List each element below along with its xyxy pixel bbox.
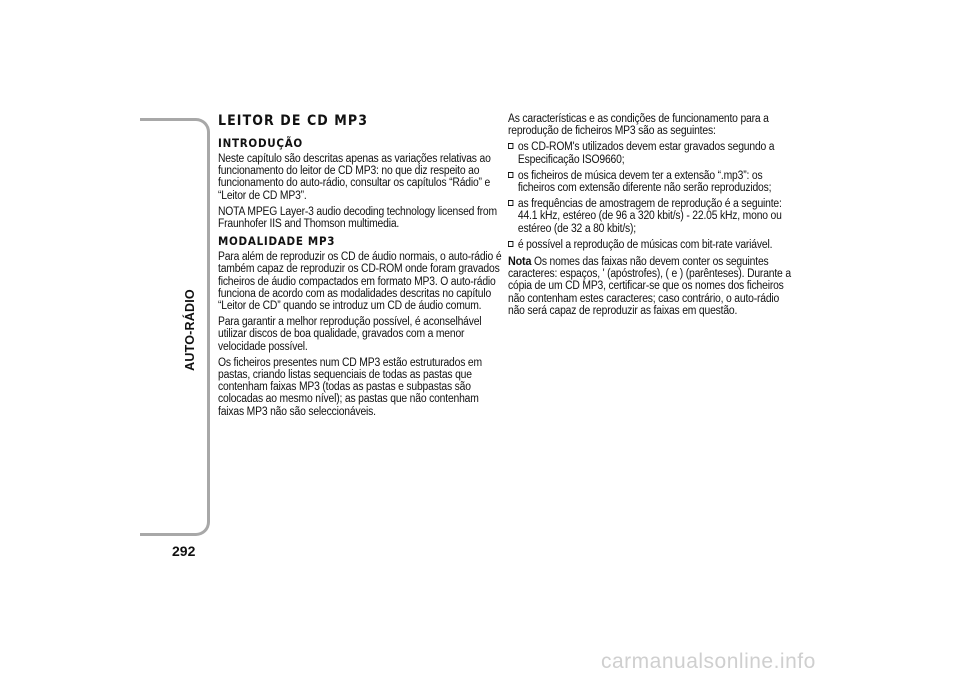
mp3-mode-paragraph-1: Para além de reproduzir os CD de áudio normais, o auto-rádio é também capaz de reproduzir os CD-ROM onde foram gravados ficheiros de áudio compactados em formato MP3. O auto-rádio funciona de acordo com as modalidades descritas no capítulo “Leitor de CD” quando se introduz um CD de áudio comum. bbox=[218, 251, 502, 313]
watermark: carmanualsonline.info bbox=[601, 650, 816, 673]
mp3-mode-paragraph-3: Os ficheiros presentes num CD MP3 estão estruturados em pastas, criando listas sequenciais de todas as pastas que contenham faixas MP3 (todas as pastas e subpastas são colocadas ao mesmo nível); as pastas que não contenham faixas MP3 não são seleccionáveis. bbox=[218, 356, 482, 418]
page-title: LEITOR DE CD MP3 bbox=[218, 113, 369, 129]
left-column bbox=[218, 113, 504, 422]
list-item: os ficheiros de música devem ter a extensão “.mp3”: os ficheiros com extensão diferente não serão reproduzidos; bbox=[508, 170, 794, 194]
note-paragraph bbox=[508, 255, 794, 317]
note-label: Nota bbox=[508, 254, 532, 269]
right-column bbox=[508, 113, 794, 321]
section-side-label: AUTO-RÁDIO bbox=[183, 289, 197, 371]
checkbox-bullet-icon bbox=[508, 200, 513, 206]
page-number: 292 bbox=[172, 543, 196, 559]
intro-heading: INTRODUÇÃO bbox=[218, 136, 303, 150]
page-margin-frame bbox=[140, 118, 210, 536]
intro-paragraph-1: Neste capítulo são descritas apenas as variações relativas ao funcionamento do leitor de CD MP3: no que diz respeito ao funcionamento do auto-rádio, consultar os capítulos “Rádio” e “Leitor de CD MP3”. bbox=[218, 153, 491, 202]
mp3-mode-paragraph-2: Para garantir a melhor reprodução possível, é aconselhável utilizar discos de boa qualidade, gravados com a menor velocidade possível. bbox=[218, 316, 482, 353]
note-text: Os nomes das faixas não devem conter os seguintes caracteres: espaços, ' (apóstrofes), ( e ) (parênteses). Durante a cópia de um CD MP3, certificar-se que os nomes dos ficheiros não contenham estes caracteres; caso contrário, o auto-rádio não será capaz de reproduzir as faixas em questão. bbox=[508, 256, 791, 317]
intro-paragraph-2: NOTA MPEG Layer-3 audio decoding technology licensed from Fraunhofer IIS and Thomson multimedia. bbox=[218, 205, 497, 231]
list-item: os CD-ROM's utilizados devem estar gravados segundo a Especificação ISO9660; bbox=[508, 141, 794, 165]
checkbox-bullet-icon bbox=[508, 172, 513, 178]
features-list bbox=[508, 141, 794, 251]
list-item: é possível a reprodução de músicas com bit-rate variável. bbox=[508, 239, 794, 251]
checkbox-bullet-icon bbox=[508, 241, 513, 247]
mp3-mode-heading: MODALIDADE MP3 bbox=[218, 234, 336, 249]
features-intro: As características e as condições de funcionamento para a reprodução de ficheiros MP3 são as seguintes: bbox=[508, 113, 769, 138]
checkbox-bullet-icon bbox=[508, 143, 513, 149]
list-item: as frequências de amostragem de reprodução é a seguinte: 44.1 kHz, estéreo (de 96 a 320 kbit/s) - 22.05 kHz, mono ou estéreo (de 32 a 80 kbit/s); bbox=[508, 198, 794, 235]
